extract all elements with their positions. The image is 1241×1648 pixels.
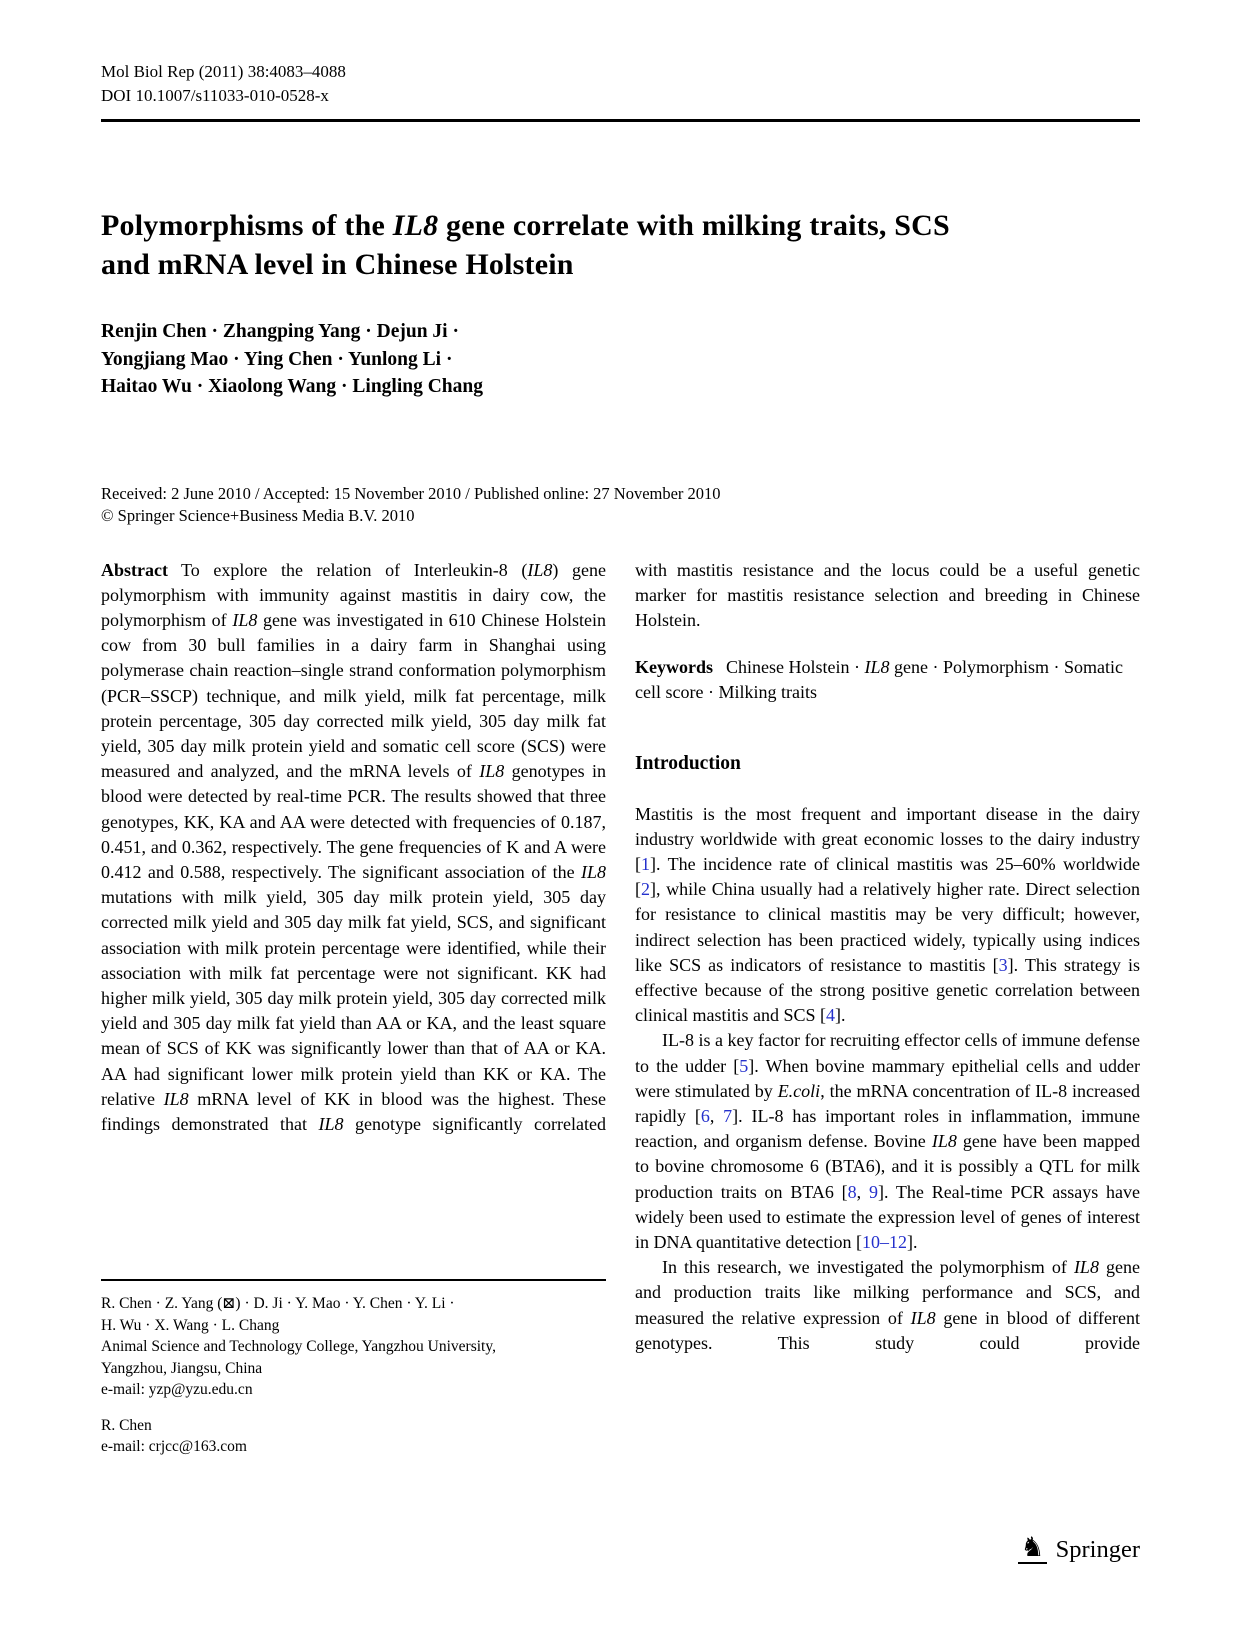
footnote-email: e-mail: yzp@yzu.edu.cn xyxy=(101,1381,253,1398)
author-line: Yongjiang Mao · Ying Chen · Yunlong Li · xyxy=(101,348,453,370)
springer-wordmark: Springer xyxy=(1055,1536,1140,1563)
footnote-affiliation: Animal Science and Technology College, Yangzhou University, xyxy=(101,1338,496,1355)
abstract-continuation: with mastitis resistance and the locus could be a useful genetic marker for mastitis resistance selection and breeding in Chinese Holstein. xyxy=(635,559,1140,630)
article-history xyxy=(101,483,1140,527)
two-column-body xyxy=(101,558,1140,1458)
intro-paragraph-2: IL-8 is a key factor for recruiting effector cells of immune defense to the udder [5]. When bovine mammary epithelial cells and udder were stimulated by E.coli, the mRNA concentration of IL-8 increased rapidly [6, 7]. IL-8 has important roles in inflammation, immune reaction, and organism defense. Bovine IL8 gene have been mapped to bovine chromosome 6 (BTA6), and it is possibly a QTL for milk production traits on BTA6 [8, 9]. The Real-time PCR assays have widely been used to estimate the expression level of genes of interest in DNA quantitative detection [10–12]. xyxy=(635,1030,1141,1252)
footnote-line: R. Chen · Z. Yang (⊠) · D. Ji · Y. Mao · Y. Chen · Y. Li · xyxy=(101,1295,455,1312)
paper-title xyxy=(101,206,1140,284)
left-column xyxy=(101,558,606,1458)
intro-paragraph-1: Mastitis is the most frequent and important disease in the dairy industry worldwide with great economic losses to the dairy industry [1]. The incidence rate of clinical mastitis was 25–60% worldwide [2], while China usually had a relatively higher rate. Direct selection for resistance to clinical mastitis may be very difficult; however, indirect selection has been practiced widely, typically using indices like SCS as indicators of resistance to mastitis [3]. This strategy is effective because of the strong positive genetic correlation between clinical mastitis and SCS [4]. xyxy=(635,803,1141,1026)
doi: DOI 10.1007/s11033-010-0528-x xyxy=(101,86,329,105)
header-rule xyxy=(101,119,1140,122)
page-content xyxy=(101,60,1140,1458)
author-line: Renjin Chen · Zhangping Yang · Dejun Ji · xyxy=(101,321,459,342)
keywords: Keywords Chinese Holstein · IL8 gene · Polymorphism · Somatic cell score · Milking traits xyxy=(635,657,1123,703)
title-line-1: Polymorphisms of the IL8 gene correlate with milking traits, SCS xyxy=(101,209,950,242)
introduction-heading: Introduction xyxy=(635,752,741,774)
footnote-rule xyxy=(101,1279,606,1281)
title-line-2: and mRNA level in Chinese Holstein xyxy=(101,248,574,281)
footnote-email: e-mail: crjcc@163.com xyxy=(101,1438,247,1455)
author-line: Haitao Wu · Xiaolong Wang · Lingling Chang xyxy=(101,376,484,397)
author-list xyxy=(101,318,1140,401)
journal-header xyxy=(101,60,1140,108)
received-accepted-line: Received: 2 June 2010 / Accepted: 15 November 2010 / Published online: 27 November 2010 xyxy=(101,483,721,503)
springer-footer xyxy=(1018,1534,1140,1564)
footnote-affiliation: Yangzhou, Jiangsu, China xyxy=(101,1359,263,1377)
correspondence-footnote xyxy=(101,1279,606,1458)
right-column xyxy=(635,558,1140,1458)
abstract-paragraph: Abstract To explore the relation of Interleukin-8 (IL8) gene polymorphism with immunity against mastitis in dairy cow, the polymorphism of IL8 gene was investigated in 610 Chinese Holstein cow from 30 bull families in a dairy farm in Shanghai using polymerase chain reaction–single strand conformation polymorphism (PCR–SSCP) technique, and milk yield, milk fat percentage, milk protein percentage, 305 day corrected milk yield, 305 day milk fat yield, 305 day milk protein yield and somatic cell score (SCS) were measured and analyzed, and the mRNA levels of IL8 genotypes in blood were detected by real-time PCR. The results showed that three genotypes, KK, KA and AA were detected with frequencies of 0.187, 0.451, and 0.362, respectively. The gene frequencies of K and A were 0.412 and 0.588, respectively. The significant association of the IL8 mutations with milk yield, 305 day milk protein yield, 305 day corrected milk yield and 305 day milk fat yield, SCS, and significant association with milk protein percentage were identified, while their association with milk fat percentage were not significant. KK had higher milk yield, 305 day milk protein yield, 305 day corrected milk yield and 305 day milk fat yield than AA or KA, and the least square mean of SCS of KK was significantly lower than that of AA or KA. AA had significant lower milk protein yield than KK or KA. The relative IL8 mRNA level of KK in blood was the highest. These findings demonstrated that IL8 genotype significantly correlated xyxy=(101,559,606,1134)
copyright-line: © Springer Science+Business Media B.V. 2010 xyxy=(101,505,415,525)
springer-knight-logo-icon: ♞ xyxy=(1020,1532,1045,1562)
footnote-line: H. Wu · X. Wang · L. Chang xyxy=(101,1316,280,1334)
intro-paragraph-3: In this research, we investigated the polymorphism of IL8 gene and production traits like milking performance and SCS, and measured the relative expression of IL8 gene in blood of different genotypes. This study could provide xyxy=(635,1257,1140,1353)
journal-ref: Mol Biol Rep (2011) 38:4083–4088 xyxy=(101,62,346,81)
footnote-author: R. Chen xyxy=(101,1416,152,1434)
